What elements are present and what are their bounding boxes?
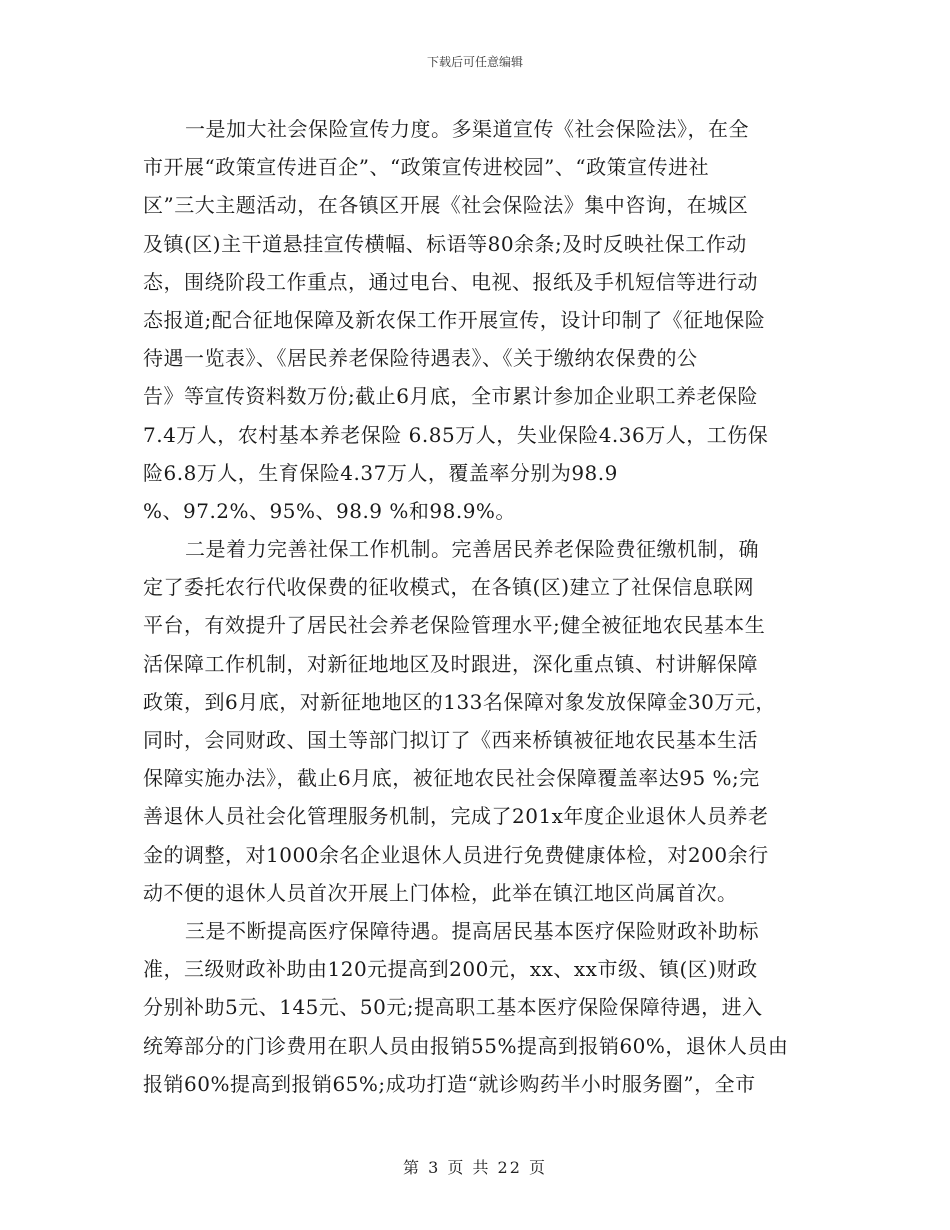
page-footer: 第 3 页 共 22 页 xyxy=(403,1158,547,1177)
paragraph-line: 同时，会同财政、国土等部门拟订了《西来桥镇被征地农民基本生活 xyxy=(143,728,758,752)
paragraph-line: 活保障工作机制，对新征地地区及时跟进，深化重点镇、村讲解保障 xyxy=(143,651,758,676)
paragraph-line: %、97.2%、95%、98.9 %和98.9%。 xyxy=(143,498,516,523)
paragraph-line: 险6.8万人，生育保险4.37万人，覆盖率分别为98.9 xyxy=(143,460,618,485)
paragraph-line: 三是不断提高医疗保障待遇。提高居民基本医疗保险财政补助标 xyxy=(185,918,759,943)
paragraph-line: 态报道;配合征地保障及新农保工作开展宣传，设计印制了《征地保险 xyxy=(143,307,766,332)
paragraph-line: 及镇(区)主干道悬挂宣传横幅、标语等80余条;及时反映社保工作动 xyxy=(143,231,747,256)
paragraph-line: 动不便的退休人员首次开展上门体检，此举在镇江地区尚属首次。 xyxy=(143,880,738,905)
paragraph-line: 报销60%提高到报销65%;成功打造“就诊购药半小时服务圈”，全市 xyxy=(143,1071,756,1096)
paragraph-line: 政策，到6月底，对新征地地区的133名保障对象发放保障金30万元， xyxy=(143,689,776,714)
paragraph-line: 分别补助5元、145元、50元;提高职工基本医疗保险保障待遇，进入 xyxy=(143,995,763,1020)
document-body xyxy=(143,110,813,1103)
paragraph-line: 一是加大社会保险宣传力度。多渠道宣传《社会保险法》，在全 xyxy=(185,117,749,141)
paragraph-line: 二是着力完善社保工作机制。完善居民养老保险费征缴机制，确 xyxy=(185,537,759,562)
paragraph-line: 态，围绕阶段工作重点，通过电台、电视、报纸及手机短信等进行动 xyxy=(143,269,758,294)
paragraph-line: 准，三级财政补助由120元提高到200元，xx、xx市级、镇(区)财政 xyxy=(143,957,758,982)
paragraph-line: 市开展“政策宣传进百企”、“政策宣传进校园”、“政策宣传进社 xyxy=(143,155,710,180)
paragraph-line: 平台，有效提升了居民社会养老保险管理水平;健全被征地农民基本生 xyxy=(143,613,766,638)
paragraph-line: 金的调整，对1000余名企业退休人员进行免费健康体检，对200余行 xyxy=(143,842,769,867)
paragraph-line: 待遇一览表》、《居民养老保险待遇表》、《关于缴纳农保费的公 xyxy=(143,346,698,371)
page-header: 下载后可任意编辑 xyxy=(426,55,523,69)
paragraph-line: 统筹部分的门诊费用在职人员由报销55%提高到报销60%，退休人员由 xyxy=(143,1033,789,1058)
paragraph-line: 善退休人员社会化管理服务机制，完成了201x年度企业退休人员养老 xyxy=(143,804,769,829)
paragraph-line: 定了委托农行代收保费的征收模式，在各镇(区)建立了社保信息联网 xyxy=(143,575,755,600)
paragraph-line: 7.4万人，农村基本养老保险 6.85万人，失业保险4.36万人，工伤保 xyxy=(143,422,769,447)
paragraph-line: 区”三大主题活动，在各镇区开展《社会保险法》集中咨询，在城区 xyxy=(143,193,749,218)
paragraph-line: 保障实施办法》，截止6月底，被征地农民社会保障覆盖率达95 %;完 xyxy=(143,766,760,791)
paragraph-line: 告》等宣传资料数万份;截止6月底，全市累计参加企业职工养老保险 xyxy=(143,384,758,409)
